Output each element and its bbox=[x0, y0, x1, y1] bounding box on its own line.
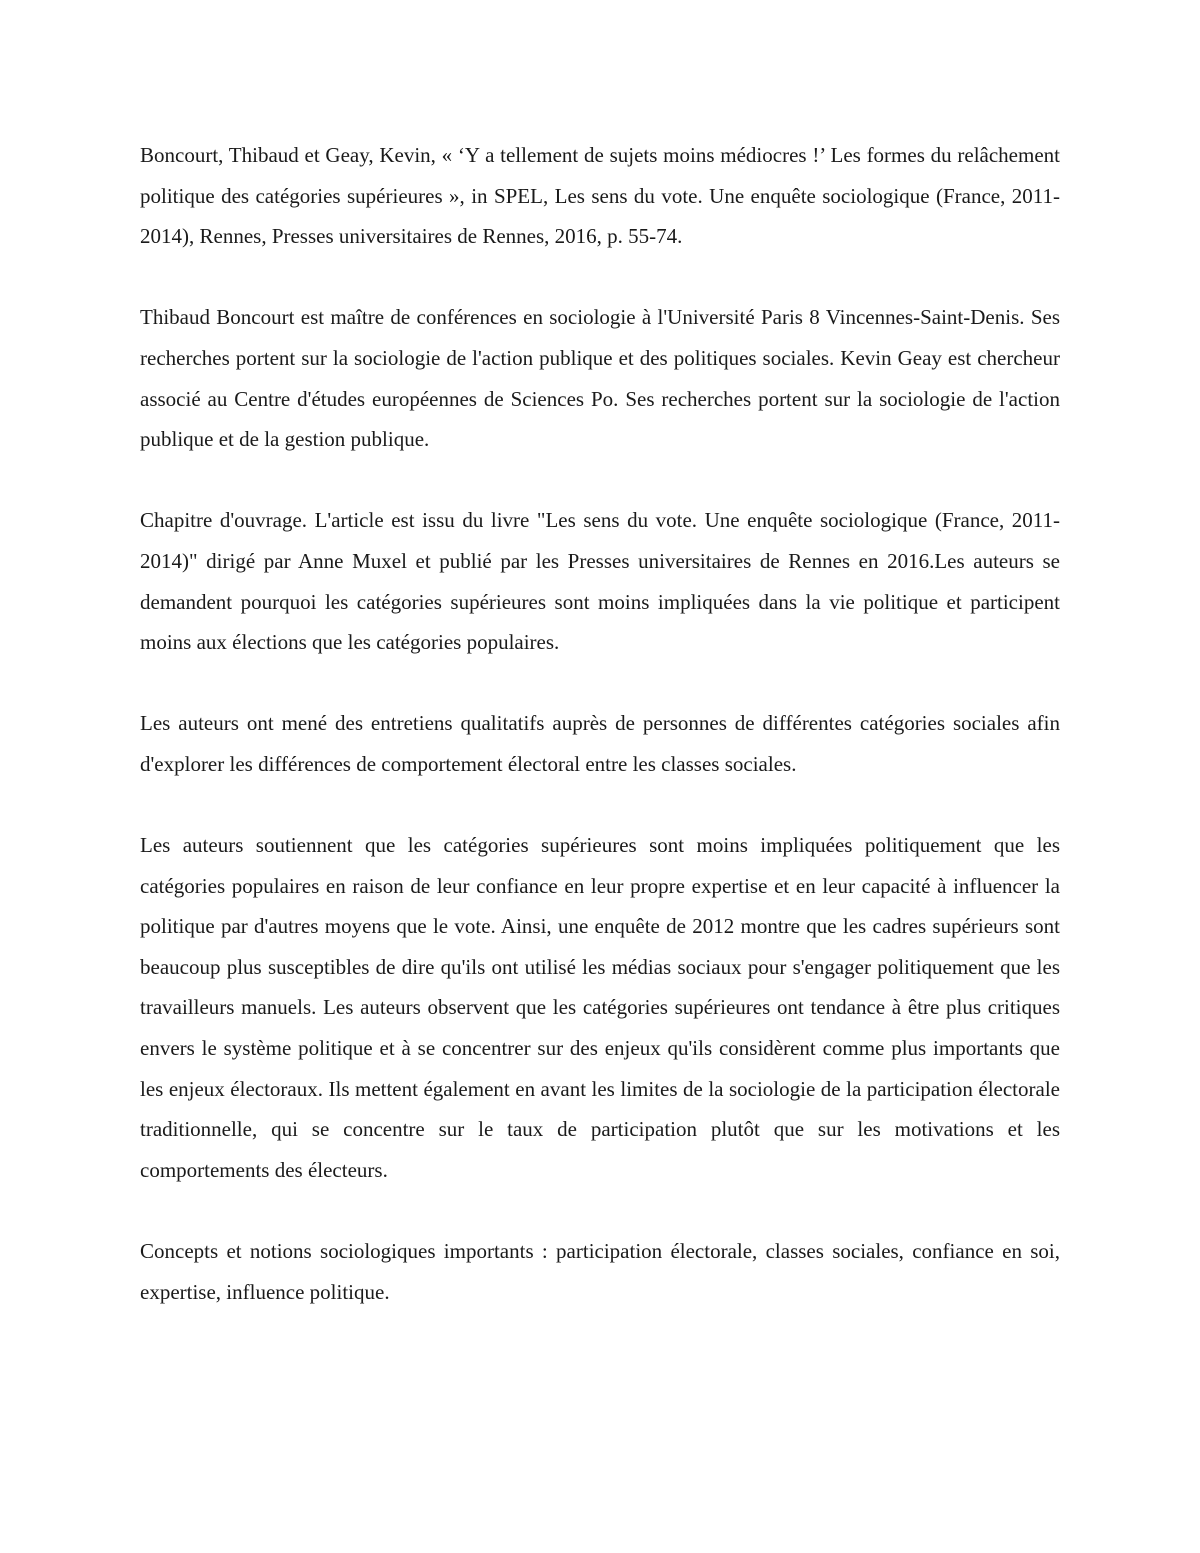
concepts-paragraph: Concepts et notions sociologiques importants : participation électorale, classes sociales, confiance en soi, expertise, influence politique. bbox=[140, 1239, 1060, 1304]
argument-paragraph: Les auteurs soutiennent que les catégories supérieures sont moins impliquées politiquement que les catégories populaires en raison de leur confiance en leur propre expertise et en leur capacité à influencer la politique par d'autres moyens que le vote. Ainsi, une enquête de 2012 montre que les cadres supérieurs sont beaucoup plus susceptibles de dire qu'ils ont utilisé les médias sociaux pour s'engager politiquement que les travailleurs manuels. Les auteurs observent que les catégories supérieures ont tendance à être plus critiques envers le système politique et à se concentrer sur des enjeux qu'ils considèrent comme plus importants que les enjeux électoraux. Ils mettent également en avant les limites de la sociologie de la participation électorale traditionnelle, qui se concentre sur le taux de participation plutôt que sur les motivations et les comportements des électeurs. bbox=[140, 833, 1060, 1182]
method-paragraph: Les auteurs ont mené des entretiens qualitatifs auprès de personnes de différentes catégories sociales afin d'explorer les différences de comportement électoral entre les classes sociales. bbox=[140, 711, 1060, 776]
document-body bbox=[140, 135, 1060, 1353]
citation-paragraph: Boncourt, Thibaud et Geay, Kevin, « ‘Y a tellement de sujets moins médiocres !’ Les formes du relâchement politique des catégories supérieures », in SPEL, Les sens du vote. Une enquête sociologique (France, 2011-2014), Rennes, Presses universitaires de Rennes, 2016, p. 55-74. bbox=[140, 143, 1060, 249]
chapter-paragraph: Chapitre d'ouvrage. L'article est issu du livre "Les sens du vote. Une enquête sociologique (France, 2011-2014)" dirigé par Anne Muxel et publié par les Presses universitaires de Rennes en 2016.Les auteurs se demandent pourquoi les catégories supérieures sont moins impliquées dans la vie politique et participent moins aux élections que les catégories populaires. bbox=[140, 508, 1060, 655]
authors-paragraph: Thibaud Boncourt est maître de conférences en sociologie à l'Université Paris 8 Vincennes-Saint-Denis. Ses recherches portent sur la sociologie de l'action publique et des politiques sociales. Kevin Geay est chercheur associé au Centre d'études européennes de Sciences Po. Ses recherches portent sur la sociologie de l'action publique et de la gestion publique. bbox=[140, 305, 1060, 452]
